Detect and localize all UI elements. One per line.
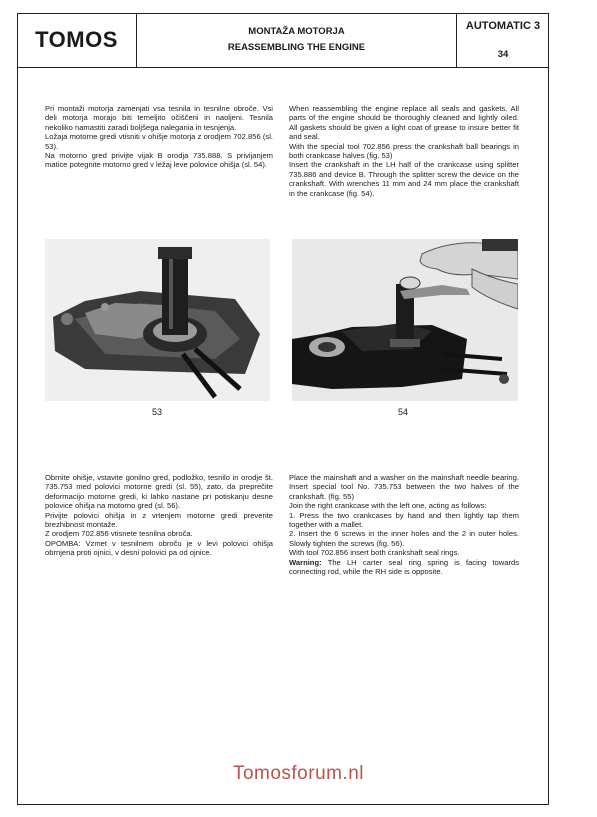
watermark: Tomosforum.nl <box>232 763 365 784</box>
paragraph: When reassembling the engine replace all seals and gaskets. All parts of the engine should be thoroughly cleaned and lightly oiled. All gaskets should be given a light coat of grease to insure better fit and seal. <box>289 104 519 142</box>
warning-label: Warning: <box>289 557 322 567</box>
figure-53-illustration <box>45 239 270 401</box>
paragraph: Z orodjem 702.856 vtisnete tesnilna obroča. <box>45 529 193 539</box>
paragraph: 1. Press the two crankcases by hand and then lightly tap them together with a mallet. <box>289 510 519 530</box>
paragraph: With tool 702.856 insert both crankshaft seal rings. <box>289 548 460 558</box>
model-series: AUTOMATIC 3 <box>465 20 541 32</box>
section2-slovenian-text <box>45 473 273 558</box>
figure-54-photo <box>292 239 518 401</box>
warning-paragraph <box>289 558 519 577</box>
section2-english-text <box>289 473 519 576</box>
paragraph: 2. Insert the 6 screws in the inner holes and the 2 in outer holes. Slowly tighten the screws (fig. 56). <box>289 529 519 548</box>
paragraph: Pri montaži motorja zamenjati vsa tesnila in tesnilne obroče. Vsi deli motorja morajo biti temeljito očiščeni in naoljeni. Tesnila nekoliko namastiti zaradi boljšega nalegania in tesnjenja. <box>45 104 273 132</box>
paragraph: With the special tool 702.856 press the crankshaft ball bearings in both crankcase halves (fig. 53) <box>289 141 519 161</box>
brand-logo: TOMOS <box>17 13 137 67</box>
paragraph: Obrnite ohišje, vstavite gonilno gred, podložko, tesnilo in orodje št. 735.753 med polovici motorne gredi (sl. 55), zato, da preprečite deformacijo motorne gredi, ki lahko nastane pri potiskanju desne polovice ohišja na motorno gred (sl. 56). <box>45 473 273 511</box>
paragraph: Na motorno gred privijte vijak B orodja 735.888. S privijanjem matice potegnite motorno gred v ležaj leve polovice ohišja (sl. 54). <box>45 151 273 170</box>
paragraph: Privijte polovici ohišja in z vrtenjem motorne gredi preverite brezhibnost montaže. <box>45 510 273 530</box>
section1-slovenian-text <box>45 104 273 170</box>
paragraph: Insert the crankshaft in the LH half of the crankcase using splitter 735.886 and device B. Through the splitter screw the device on the crankshaft. With wrenches 11 mm and 24 mm place the crankshaft in the crankcase (fig. 54). <box>289 160 519 198</box>
page-number: 34 <box>497 48 509 60</box>
warning-text: The LH carter seal ring spring is facing towards connecting rod, while the RH side is opposite. <box>289 557 519 577</box>
title-english: REASSEMBLING THE ENGINE <box>227 42 366 53</box>
figure-53-caption: 53 <box>151 407 162 417</box>
section1-english-text <box>289 104 519 198</box>
page-title <box>137 13 457 67</box>
title-slovenian: MONTAŽA MOTORJA <box>248 26 345 37</box>
page-header <box>17 13 549 68</box>
figure-54-caption: 54 <box>397 407 408 417</box>
paragraph: OPOMBA: Vzmet v tesnilnem obroču je v levi polovici ohišja obrnjena proti ojnici, v desni polovici pa od ojnice. <box>45 538 273 558</box>
series-block <box>457 13 549 67</box>
figure-53-photo <box>45 239 270 401</box>
paragraph: Place the mainshaft and a washer on the mainshaft needle bearing. Insert special tool No. 735.753 between the two halves of the crankshaft. (fig. 55) <box>289 473 519 501</box>
figure-54-illustration <box>292 239 518 401</box>
paragraph: Join the right crankcase with the left one, acting as follows: <box>289 501 487 511</box>
paragraph: Ložaja motorne gredi vtisniti v ohišje motorja z orodjem 702.856 (sl. 53). <box>45 132 273 151</box>
